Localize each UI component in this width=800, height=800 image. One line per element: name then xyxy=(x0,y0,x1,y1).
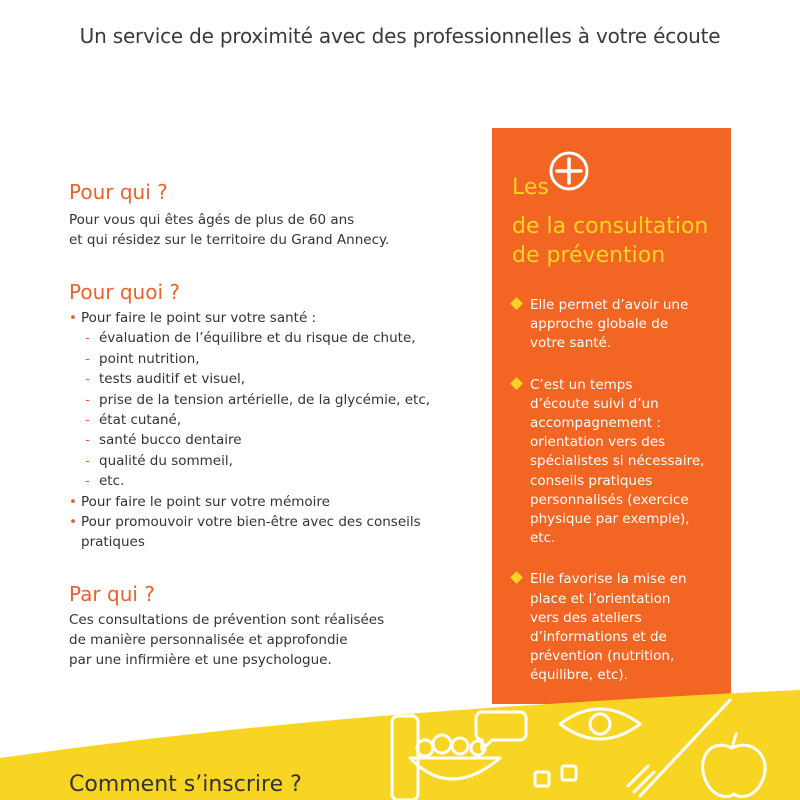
panel-bullets xyxy=(512,296,727,708)
list-item: • Pour faire le point sur votre santé : xyxy=(69,310,317,326)
comment-sinscrire-title: Comment s’inscrire ? xyxy=(69,772,302,797)
list-subitem: - prise de la tension artérielle, de la glycémie, etc, xyxy=(69,390,430,410)
bullet-dot: • xyxy=(69,514,77,531)
dash-marker: - xyxy=(85,452,90,469)
prevention-panel xyxy=(492,128,731,704)
par-qui-title: Par qui ? xyxy=(69,582,155,606)
par-qui-text xyxy=(69,610,384,670)
pour-qui-title: Pour qui ? xyxy=(69,180,168,204)
panel-title-line: de prévention xyxy=(512,243,666,268)
tagline: Un service de proximité avec des professionnelles à votre écoute xyxy=(79,24,721,48)
list-subitem: - qualité du sommeil, xyxy=(69,451,430,471)
panel-bullet: Elle favorise la mise en place et l’orientation vers des ateliers d’informations et de prévention (nutrition, équilibre, etc). xyxy=(512,570,727,685)
list-item-continuation: pratiques xyxy=(81,534,145,551)
par-qui-line: par une infirmière et une psychologue. xyxy=(69,652,332,668)
list-subitem: - tests auditif et visuel, xyxy=(69,369,430,389)
list-subitem: - etc. xyxy=(69,471,430,491)
list-subitem: - santé bucco dentaire xyxy=(69,430,430,450)
diamond-icon xyxy=(510,297,523,310)
dash-marker: - xyxy=(85,412,90,429)
par-qui-line: Ces consultations de prévention sont réalisées xyxy=(69,612,385,628)
pour-qui-line: et qui résidez sur le territoire du Grand Annecy. xyxy=(69,232,390,248)
panel-bullet: C’est un temps d’écoute suivi d’un accompagnement : orientation vers des spécialistes si nécessaire, conseils pratiques personnalisés (exercice physique par exemple), etc. xyxy=(512,376,727,549)
dash-marker: - xyxy=(85,371,90,388)
par-qui-line: de manière personnalisée et approfondie xyxy=(69,632,348,648)
list-subitem: - point nutrition, xyxy=(69,349,430,369)
pour-qui-text xyxy=(69,210,389,250)
list-item: • Pour faire le point sur votre mémoire xyxy=(69,493,330,510)
diamond-icon xyxy=(510,377,523,390)
bullet-dot: • xyxy=(69,310,77,326)
list-item: • Pour promouvoir votre bien-être avec des conseils xyxy=(69,514,421,531)
pour-quoi-title: Pour quoi ? xyxy=(69,280,180,304)
dash-marker: - xyxy=(85,330,90,347)
panel-title xyxy=(512,212,708,270)
panel-title-line: de la consultation xyxy=(512,214,709,239)
dash-marker: - xyxy=(85,350,90,367)
dash-marker: - xyxy=(85,473,90,490)
panel-les: Les xyxy=(512,175,549,200)
dash-marker: - xyxy=(85,432,90,449)
bullet-dot: • xyxy=(69,493,77,510)
dash-marker: - xyxy=(85,391,90,408)
list-subitem: - état cutané, xyxy=(69,410,430,430)
list-subitem: - évaluation de l’équilibre et du risque de chute, xyxy=(69,328,430,348)
diamond-icon xyxy=(510,572,523,585)
pour-quoi-list xyxy=(69,308,430,553)
panel-bullet: Elle permet d’avoir une approche globale de votre santé. xyxy=(512,296,727,354)
pour-qui-line: Pour vous qui êtes âgés de plus de 60 ans xyxy=(69,212,355,228)
plus-icon xyxy=(548,150,590,192)
